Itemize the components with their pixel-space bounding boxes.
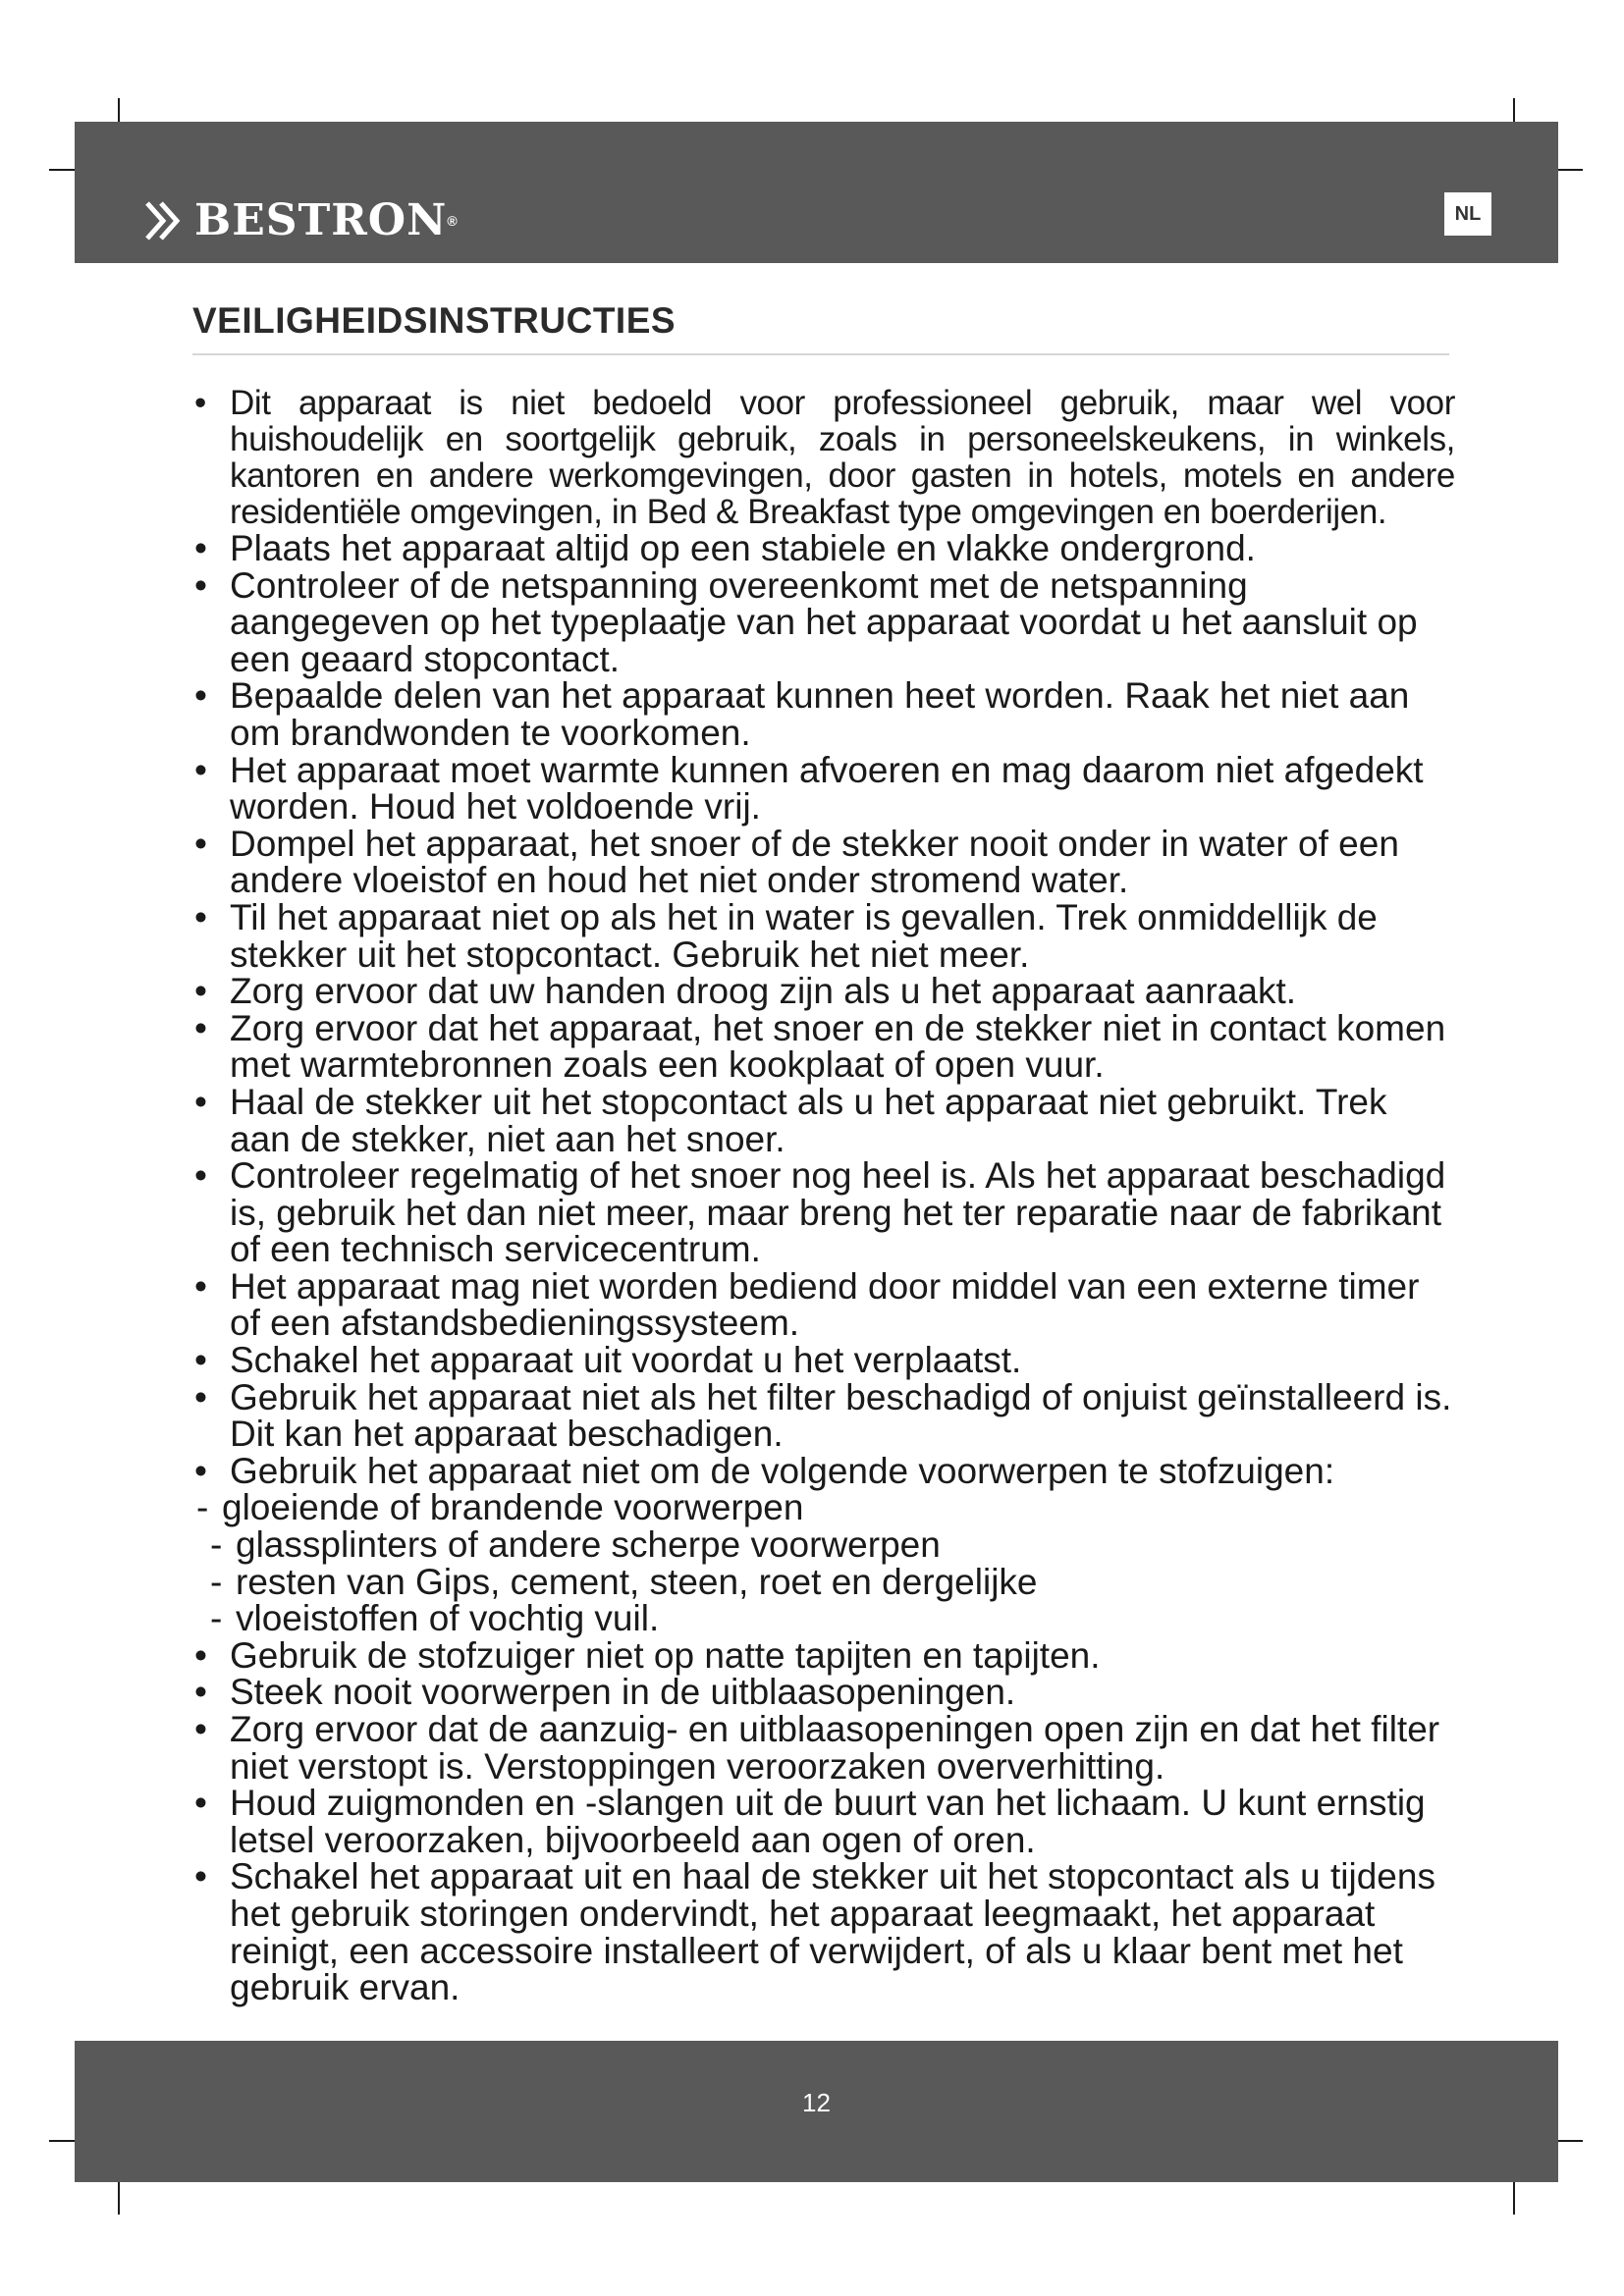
list-item: • Controleer regelmatig of het snoer nog heel is. Als het apparaat beschadigd is, gebruik het dan niet meer, maar breng het ter reparatie naar de fabrikant of een technisch servicecentrum. (189, 1157, 1455, 1268)
safety-instructions (189, 385, 1455, 2006)
list-item: • Gebruik het apparaat niet als het filter beschadigd of onjuist geïnstalleerd is. Dit kan het apparaat beschadigen. (189, 1379, 1455, 1453)
list-item: • Zorg ervoor dat de aanzuig- en uitblaasopeningen open zijn en dat het filter niet verstopt is. Verstoppingen veroorzaken oververhitting. (189, 1711, 1455, 1785)
sub-list-item: - glassplinters of andere scherpe voorwerpen (210, 1526, 1455, 1564)
footer-band (75, 2041, 1558, 2182)
header-band (75, 122, 1558, 263)
title-divider (192, 353, 1449, 355)
list-item: • Het apparaat moet warmte kunnen afvoeren en mag daarom niet afgedekt worden. Houd het voldoende vrij. (189, 752, 1455, 826)
list-item: • Gebruik de stofzuiger niet op natte tapijten en tapijten. (189, 1637, 1455, 1675)
list-item: • Controleer of de netspanning overeenkomt met de netspanning aangegeven op het typeplaatje van het apparaat voordat u het aansluit op een geaard stopcontact. (189, 567, 1455, 678)
page-number: 12 (802, 2088, 831, 2117)
list-item: • Steek nooit voorwerpen in de uitblaasopeningen. (189, 1674, 1455, 1711)
list-item: • Dit apparaat is niet bedoeld voor professioneel gebruik, maar wel voor huishoudelijk en soortgelijk gebruik, zoals in personeelskeukens, in winkels, kantoren en andere werkomgevingen, door gasten in hotels, motels en andere residentiële omgevingen, in Bed & Breakfast type omgevingen en boerderijen. (189, 385, 1455, 530)
list-item: • Het apparaat mag niet worden bediend door middel van een externe timer of een afstandsbedieningssysteem. (189, 1268, 1455, 1342)
double-chevron-icon (143, 199, 187, 242)
excluded-items-list (189, 1487, 1455, 1639)
brand-name: BESTRON® (194, 195, 459, 245)
sub-list-item: - resten van Gips, cement, steen, roet en dergelijke (210, 1564, 1455, 1601)
list-item: • Schakel het apparaat uit voordat u het verplaatst. (189, 1342, 1455, 1379)
instruction-list (189, 385, 1455, 1489)
list-item: • Gebruik het apparaat niet om de volgende voorwerpen te stofzuigen: (189, 1453, 1455, 1490)
section-title: VEILIGHEIDSINSTRUCTIES (192, 300, 677, 341)
sub-list-item: - gloeiende of brandende voorwerpen (196, 1489, 1455, 1526)
list-item: • Schakel het apparaat uit en haal de stekker uit het stopcontact als u tijdens het gebruik storingen ondervindt, het apparaat leegmaakt, het apparaat reinigt, een accessoire installeert of verwijdert, of als u klaar bent met het gebruik ervan. (189, 1858, 1455, 2005)
list-item: • Haal de stekker uit het stopcontact als u het apparaat niet gebruikt. Trek aan de stekker, niet aan het snoer. (189, 1084, 1455, 1157)
list-item: • Zorg ervoor dat uw handen droog zijn als u het apparaat aanraakt. (189, 973, 1455, 1010)
list-item: • Dompel het apparaat, het snoer of de stekker nooit onder in water of een andere vloeistof en houd het niet onder stromend water. (189, 826, 1455, 899)
list-item: • Plaats het apparaat altijd op een stabiele en vlakke ondergrond. (189, 530, 1455, 567)
list-item: • Houd zuigmonden en -slangen uit de buurt van het lichaam. U kunt ernstig letsel veroorzaken, bijvoorbeeld aan ogen of oren. (189, 1785, 1455, 1858)
list-item: • Bepaalde delen van het apparaat kunnen heet worden. Raak het niet aan om brandwonden te voorkomen. (189, 677, 1455, 751)
list-item: • Zorg ervoor dat het apparaat, het snoer en de stekker niet in contact komen met warmtebronnen zoals een kookplaat of open vuur. (189, 1010, 1455, 1084)
brand-logo (143, 196, 459, 245)
instruction-list-continued (189, 1634, 1455, 2008)
sub-list-item: - vloeistoffen of vochtig vuil. (210, 1600, 1455, 1637)
language-badge: NL (1444, 192, 1491, 236)
registered-mark: ® (447, 213, 459, 229)
list-item: • Til het apparaat niet op als het in water is gevallen. Trek onmiddellijk de stekker uit het stopcontact. Gebruik het niet meer. (189, 899, 1455, 973)
